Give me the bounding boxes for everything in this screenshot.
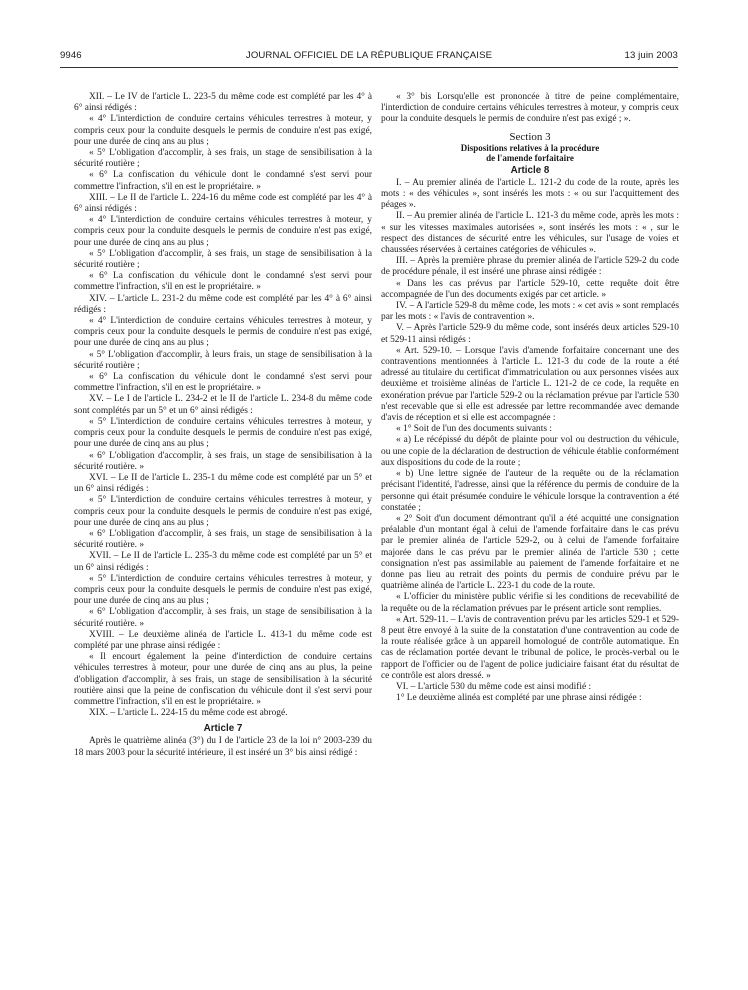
paragraph: « 6° L'obligation d'accomplir, à ses frais, un stage de sensibilisation à la sécurité routière. » xyxy=(74,607,372,629)
paragraph: « 5° L'obligation d'accomplir, à ses frais, un stage de sensibilisation à la sécurité routière ; xyxy=(74,148,372,170)
paragraph: « 6° La confiscation du véhicule dont le condamné s'est servi pour commettre l'infraction, s'il en est le propriétaire. » xyxy=(74,271,372,293)
paragraph: « b) Une lettre signée de l'auteur de la requête ou de la réclamation précisant l'identité, l'adresse, ainsi que la référence du permis de conduire de la personne qui était présumée conduire le véhicule lorsque la contravention a été constatée ; xyxy=(381,469,679,513)
paragraph: XVI. – Le II de l'article L. 235-1 du même code est complété par un 5° et un 6° ainsi rédigés : xyxy=(74,472,372,495)
article-7-text: Après le quatrième alinéa (3°) du I de l'article 23 de la loi n° 2003-239 du 18 mars 2003 pour la sécurité intérieure, il est inséré un 3° bis ainsi rédigé : xyxy=(74,736,372,758)
paragraph: « L'officier du ministère public vérifie si les conditions de recevabilité de la requête ou de la réclamation prévues par le présent article sont remplies. xyxy=(381,592,679,614)
paragraph: « 6° La confiscation du véhicule dont le condamné s'est servi pour commettre l'infraction, s'il en est le propriétaire. » xyxy=(74,170,372,192)
paragraph: XIII. – Le II de l'article L. 224-16 du même code est complété par les 4° à 6° ainsi rédigés : xyxy=(74,192,372,215)
paragraph: VI. – L'article 530 du même code est ainsi modifié : xyxy=(396,681,592,692)
paragraph: « 4° L'interdiction de conduire certains véhicules terrestres à moteur, y compris ceux pour la conduite desquels le permis de conduire n'est pas exigé, pour une durée de cinq ans au plus ; xyxy=(74,114,372,147)
left-column xyxy=(74,92,372,759)
paragraph: XII. – Le IV de l'article L. 223-5 du même code est complété par les 4° à 6° ainsi rédigés : xyxy=(74,92,372,114)
paragraph: XIV. – L'article L. 231-2 du même code est complété par les 4° à 6° ainsi rédigés : xyxy=(74,293,372,315)
paragraph: « 5° L'obligation d'accomplir, à leurs frais, un stage de sensibilisation à la sécurité routière ; xyxy=(74,349,372,371)
header-rule xyxy=(60,67,678,68)
paragraph: « Art. 529-11. – L'avis de contravention prévu par les articles 529-1 et 529-8 peut être envoyé à la suite de la constatation d'une contravention au code de la route réalisée grâce à un appareil homologué de contrôle automatique. En cas de réclamation portée devant le tribunal de police, le procès-verbal ou le rapport de l'officier ou de l'agent de police judiciaire faisant état du résultat de ce contrôle est alors dressé. » xyxy=(381,614,679,681)
paragraph: « 6° L'obligation d'accomplir, à ses frais, un stage de sensibilisation à la sécurité routière. » xyxy=(74,450,372,472)
section-title: de l'amende forfaitaire xyxy=(486,153,574,164)
paragraph: « 5° L'interdiction de conduire certains véhicules terrestres à moteur, y compris ceux pour la conduite desquels le permis de conduire n'est pas exigé, pour une durée de cinq ans au plus ; xyxy=(74,573,372,607)
paragraph: « 5° L'interdiction de conduire certains véhicules terrestres à moteur, y compris ceux pour la conduite desquels le permis de conduire n'est pas exigé, pour une durée de cinq ans au plus ; xyxy=(74,495,372,528)
paragraph: « 6° L'obligation d'accomplir, à ses frais, un stage de sensibilisation à la sécurité routière. » xyxy=(74,528,372,551)
section-label: Section 3 xyxy=(509,130,551,143)
paragraph: « Dans les cas prévus par l'article 529-10, cette requête doit être accompagnée de l'un des documents exigés par cet article. » xyxy=(381,278,679,300)
paragraph: « 4° L'interdiction de conduire certains véhicules terrestres à moteur, y compris ceux pour la conduite desquels le permis de conduire n'est pas exigé, pour une durée de cinq ans au plus ; xyxy=(74,316,372,349)
paragraph: V. – Après l'article 529-9 du même code, sont insérés deux articles 529-10 et 529-11 ainsi rédigés : xyxy=(381,323,679,345)
paragraph: II. – Au premier alinéa de l'article L. 121-3 du même code, après les mots : « sur les vitesses maximales autorisées », sont insérés les mots : « , sur le respect des distances de sécurité entre les véhicules, sur l'usage de voies et chaussées réservées à certaines catégories de véhicules ». xyxy=(381,211,679,256)
paragraph: XIX. – L'article L. 224-15 du même code est abrogé. xyxy=(89,708,288,719)
paragraph: « 3° bis Lorsqu'elle est prononcée à titre de peine complémentaire, l'interdiction de conduire certains véhicules terrestres à moteur, y compris ceux pour la conduite desquels le permis de conduire n'est pas exigé ; ». xyxy=(381,92,679,125)
page-header xyxy=(60,50,678,64)
paragraph: « 6° La confiscation du véhicule dont le condamné s'est servi pour commettre l'infraction, s'il en est le propriétaire. » xyxy=(74,372,372,394)
section-title: Dispositions relatives à la procédure xyxy=(460,142,600,153)
paragraph: XVIII. – Le deuxième alinéa de l'article L. 413-1 du même code est complété par une phrase ainsi rédigée : xyxy=(74,629,372,651)
paragraph: « 5° L'interdiction de conduire certains véhicules terrestres à moteur, y compris ceux pour la conduite desquels le permis de conduire n'est pas exigé, pour une durée de cinq ans au plus ; xyxy=(74,416,372,450)
paragraph: « 1° Soit de l'un des documents suivants : xyxy=(396,424,552,435)
right-column xyxy=(381,92,679,704)
paragraph: « a) Le récépissé du dépôt de plainte pour vol ou destruction du véhicule, ou une copie de la déclaration de destruction de véhicule établie conformément aux dispositions du code de la route ; xyxy=(381,435,679,468)
paragraph: « Il encourt également la peine d'interdiction de conduire certains véhicules terrestres à moteur, pour une durée de cinq ans au plus, la peine d'obligation d'accomplir, à ses frais, un stage de sensibilisation à la sécurité routière ainsi que la peine de confiscation du véhicule dont il s'est servi pour commettre l'infraction, s'il en est le propriétaire. » xyxy=(74,652,372,707)
paragraph: 1° Le deuxième alinéa est complété par une phrase ainsi rédigée : xyxy=(396,693,642,704)
paragraph: XV. – Le I de l'article L. 234-2 et le II de l'article L. 234-8 du même code sont complétés par un 5° et un 6° ainsi rédigés : xyxy=(74,394,372,416)
paragraph: III. – Après la première phrase du premier alinéa de l'article 529-2 du code de procédure pénale, il est inséré une phrase ainsi rédigée : xyxy=(381,256,679,278)
paragraph: « 5° L'obligation d'accomplir, à ses frais, un stage de sensibilisation à la sécurité routière ; xyxy=(74,248,372,271)
paragraph: XVII. – Le II de l'article L. 235-3 du même code est complété par un 5° et un 6° ainsi rédigés : xyxy=(74,551,372,573)
page-number: 9946 xyxy=(60,50,82,61)
paragraph: « 4° L'interdiction de conduire certains véhicules terrestres à moteur, y compris ceux pour la conduite desquels le permis de conduire n'est pas exigé, pour une durée de cinq ans au plus ; xyxy=(74,215,372,248)
paragraph: I. – Au premier alinéa de l'article L. 121-2 du code de la route, après les mots : « des véhicules », sont insérés les mots : « ou sur l'acquittement des péages ». xyxy=(381,177,679,211)
issue-date: 13 juin 2003 xyxy=(624,50,678,61)
paragraph: « 2° Soit d'un document démontrant qu'il a été acquitté une consignation préalable d'un montant égal à celui de l'amende forfaitaire dans le cas prévu par le premier alinéa de l'article 529-2, ou à celui de l'amende forfaitaire majorée dans le cas prévu par le premier alinéa de l'article 530 ; cette consignation n'est pas assimilable au paiement de l'amende forfaitaire et ne donne pas lieu au retrait des points du permis de conduire prévu par le quatrième alinéa de l'article L. 223-1 du code de la route. xyxy=(381,513,679,592)
paragraph: IV. – A l'article 529-8 du même code, les mots : « cet avis » sont remplacés par les mots : « l'avis de contravention ». xyxy=(381,301,679,323)
paragraph: « Art. 529-10. – Lorsque l'avis d'amende forfaitaire concernant une des contraventions mentionnées à l'article L. 121-3 du code de la route a été adressé au titulaire du certificat d'immatriculation ou aux personnes visées aux deuxième et troisième alinéas de l'article L. 121-2 de ce code, la requête en exonération prévue par l'article 529-2 ou la réclamation prévue par l'article 530 n'est recevable que si elle est adressée par lettre recommandée avec demande d'avis de réception et si elle est accompagnée : xyxy=(381,345,679,424)
article-7-heading: Article 7 xyxy=(203,723,243,735)
journal-title: JOURNAL OFFICIEL DE LA RÉPUBLIQUE FRANÇAISE xyxy=(245,50,493,61)
article-8-heading: Article 8 xyxy=(510,164,550,176)
